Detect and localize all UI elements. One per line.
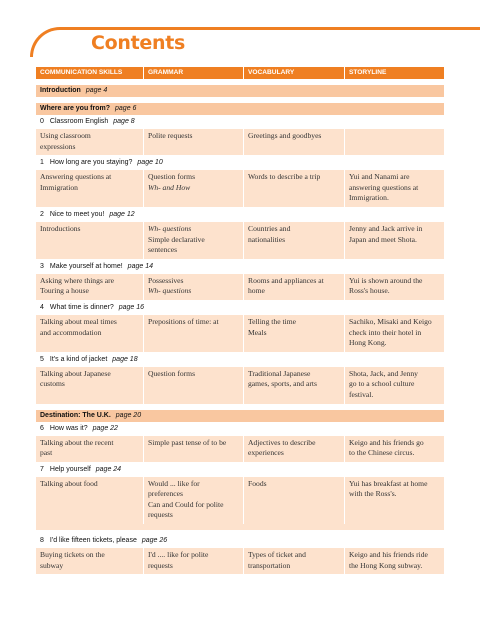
unit-number: 2 (40, 210, 44, 218)
cell-line: Shota, Jack, and Jenny (349, 368, 418, 378)
cell-line: requests (148, 510, 173, 520)
banner-page: page 6 (115, 105, 137, 112)
cell-line: Can and Could for polite (148, 499, 224, 509)
header-communication-skills: COMMUNICATION SKILLS (40, 69, 123, 76)
cell-grammar (143, 477, 243, 524)
unit-row-8 (36, 548, 444, 574)
unit-row-6 (36, 436, 444, 462)
cell-line: Hong Kong. (349, 338, 387, 348)
cell-storyline (344, 367, 444, 404)
unit-title: Nice to meet you! (49, 210, 105, 218)
unit-number: 5 (40, 355, 44, 363)
cell-communication (36, 315, 143, 352)
banner-page: page 20 (115, 411, 142, 419)
cell-communication (36, 548, 143, 574)
cell-storyline (344, 477, 444, 524)
cell-storyline (344, 274, 444, 300)
banner-section-1[interactable] (36, 103, 444, 115)
unit-page: page 22 (92, 424, 118, 432)
cell-storyline (344, 548, 444, 574)
cell-line: games, sports, and arts (248, 379, 317, 389)
unit-number: 6 (40, 424, 44, 432)
cell-line: Telling the time (248, 316, 296, 326)
banner-title: Introduction (40, 87, 81, 94)
cell-line: answering questions at (349, 182, 419, 192)
cell-line: Question forms (148, 368, 196, 378)
header-vocabulary: VOCABULARY (243, 67, 344, 79)
unit-title: It's a kind of jacket (49, 355, 108, 363)
cell-grammar (143, 548, 243, 574)
cell-line: Words to describe a trip (248, 172, 321, 182)
cell-line: past (40, 448, 53, 458)
unit-title: Help yourself (49, 465, 91, 473)
unit-page: page 8 (113, 118, 135, 125)
unit-title-3[interactable] (36, 260, 444, 274)
cell-line: Countries and (248, 223, 291, 233)
cell-line: Immigration (40, 182, 78, 192)
unit-title-2[interactable] (36, 208, 444, 222)
cell-line: Question forms (148, 172, 196, 182)
unit-title: Classroom English (49, 118, 109, 125)
unit-page: page 24 (95, 465, 122, 473)
unit-row-2 (36, 222, 444, 259)
cell-communication (36, 477, 143, 524)
cell-vocabulary (243, 315, 344, 352)
banner-title: Destination: The U.K. (40, 411, 111, 419)
cell-line: Meals (248, 327, 267, 337)
cell-communication (36, 436, 143, 462)
cell-line: Answering questions at (40, 172, 112, 182)
cell-grammar (143, 315, 243, 352)
header-rule (60, 27, 480, 30)
cell-line: Introductions (40, 223, 81, 233)
unit-page: page 16 (118, 303, 145, 311)
cell-line: Traditional Japanese (248, 368, 311, 378)
unit-title-0[interactable] (36, 115, 444, 129)
contents-table (36, 67, 444, 575)
cell-line: expressions (40, 141, 76, 151)
unit-row-5 (36, 367, 444, 404)
cell-line: Talking about the recent (40, 437, 114, 447)
header-grammar: GRAMMAR (143, 67, 243, 79)
cell-line: Foods (248, 478, 267, 488)
unit-title: How was it? (49, 424, 88, 432)
cell-line: festival. (349, 389, 374, 399)
cell-line: Prepositions of time: at (148, 316, 219, 326)
cell-line: transportation (248, 560, 291, 570)
unit-title: Make yourself at home! (49, 262, 123, 270)
cell-grammar (143, 436, 243, 462)
cell-line: Using classroom (40, 131, 91, 140)
cell-vocabulary (243, 548, 344, 574)
cell-line: Possessives (148, 275, 184, 285)
cell-line: Yui is shown around the (349, 275, 423, 285)
banner-title: Where are you from? (40, 105, 111, 112)
cell-line: requests (148, 560, 173, 570)
unit-number: 1 (40, 159, 44, 167)
cell-grammar (143, 222, 243, 259)
cell-line: Keigo and his friends ride (349, 550, 428, 560)
cell-line: subway (40, 560, 64, 570)
cell-line: Immigration. (349, 193, 389, 203)
cell-line: Talking about food (40, 478, 98, 488)
cell-line: Yui and Nanami are (349, 172, 410, 182)
unit-number: 3 (40, 262, 44, 270)
table-header (36, 67, 444, 79)
unit-page: page 18 (112, 355, 138, 363)
banner-section-2[interactable] (36, 410, 444, 422)
unit-number: 8 (40, 537, 44, 545)
unit-title-7[interactable] (36, 463, 444, 477)
cell-line: Adjectives to describe (248, 437, 316, 447)
header-storyline: STORYLINE (344, 67, 444, 79)
cell-vocabulary (243, 367, 344, 404)
cell-line: go to a school culture (349, 379, 415, 389)
cell-line: Greetings and goodbyes (248, 131, 322, 140)
cell-line: Wh- questions (148, 286, 192, 296)
unit-row-0 (36, 129, 444, 155)
cell-vocabulary (243, 129, 344, 155)
unit-page: page 12 (109, 210, 135, 218)
unit-title-4[interactable] (36, 301, 444, 315)
unit-number: 4 (40, 303, 44, 311)
cell-line: experiences (248, 448, 284, 458)
unit-title: What time is dinner? (49, 303, 114, 311)
cell-vocabulary (243, 477, 344, 524)
cell-line: Talking about meal times (40, 316, 117, 326)
cell-grammar (143, 367, 243, 404)
cell-line: preferences (148, 489, 183, 499)
cell-line: Wh- and How (148, 182, 191, 192)
unit-title-5[interactable] (36, 353, 444, 367)
unit-row-4 (36, 315, 444, 352)
cell-line: to the Chinese circus. (349, 448, 415, 458)
unit-page: page 10 (137, 159, 163, 167)
cell-storyline (344, 129, 444, 155)
cell-line: Talking about Japanese (40, 368, 111, 378)
header-curve-decoration (30, 27, 66, 57)
cell-line: sentences (148, 245, 178, 255)
cell-vocabulary (243, 170, 344, 207)
cell-line: Ross's house. (349, 286, 390, 296)
cell-line: Japan and meet Shota. (349, 234, 417, 244)
unit-page: page 26 (141, 537, 168, 545)
unit-title-8[interactable] (36, 534, 444, 548)
cell-line: I'd .... like for polite (148, 550, 209, 560)
cell-line: the Hong Kong subway. (349, 560, 423, 570)
cell-line: Asking where things are (40, 275, 115, 285)
unit-row-1 (36, 170, 444, 207)
page-title: Contents (91, 32, 186, 54)
unit-title-1[interactable] (36, 156, 444, 170)
unit-title: How long are you staying? (49, 159, 133, 167)
cell-line: Sachiko, Misaki and Keigo (349, 316, 432, 326)
unit-title-6[interactable] (36, 422, 444, 436)
cell-communication (36, 170, 143, 207)
cell-line: Rooms and appliances at (248, 275, 324, 285)
unit-number: 7 (40, 465, 44, 473)
cell-line: customs (40, 379, 65, 389)
cell-line: Jenny and Jack arrive in (349, 223, 423, 233)
cell-vocabulary (243, 274, 344, 300)
cell-communication (36, 222, 143, 259)
cell-line: Types of ticket and (248, 550, 306, 560)
banner-page: page 4 (85, 87, 108, 94)
cell-line: Would ... like for (148, 478, 200, 488)
cell-vocabulary (243, 222, 344, 259)
cell-line: Simple declarative (148, 234, 205, 244)
cell-line: Buying tickets on the (40, 550, 105, 560)
cell-communication (36, 129, 143, 155)
cell-vocabulary (243, 436, 344, 462)
cell-line: with the Ross's. (349, 489, 397, 499)
cell-storyline (344, 222, 444, 259)
cell-line: and accommodation (40, 327, 102, 337)
cell-line: check into their hotel in (349, 327, 422, 337)
cell-line: home (248, 286, 265, 296)
unit-page: page 14 (127, 262, 153, 270)
banner-introduction[interactable] (36, 85, 444, 97)
cell-line: Yui has breakfast at home (349, 478, 428, 488)
unit-number: 0 (40, 118, 44, 125)
cell-line: Keigo and his friends go (349, 437, 424, 447)
unit-row-7 (36, 477, 444, 530)
cell-line: Polite requests (148, 131, 193, 140)
unit-row-3 (36, 274, 444, 300)
cell-line: Touring a house (40, 286, 89, 296)
cell-grammar (143, 170, 243, 207)
cell-line: Wh- questions (148, 223, 192, 233)
cell-communication (36, 367, 143, 404)
cell-grammar (143, 274, 243, 300)
cell-storyline (344, 315, 444, 352)
cell-line: Simple past tense of to be (148, 437, 227, 447)
unit-title: I'd like fifteen tickets, please (49, 537, 137, 545)
cell-communication (36, 274, 143, 300)
cell-line: nationalities (248, 234, 286, 244)
cell-grammar (143, 129, 243, 155)
cell-storyline (344, 436, 444, 462)
cell-storyline (344, 170, 444, 207)
